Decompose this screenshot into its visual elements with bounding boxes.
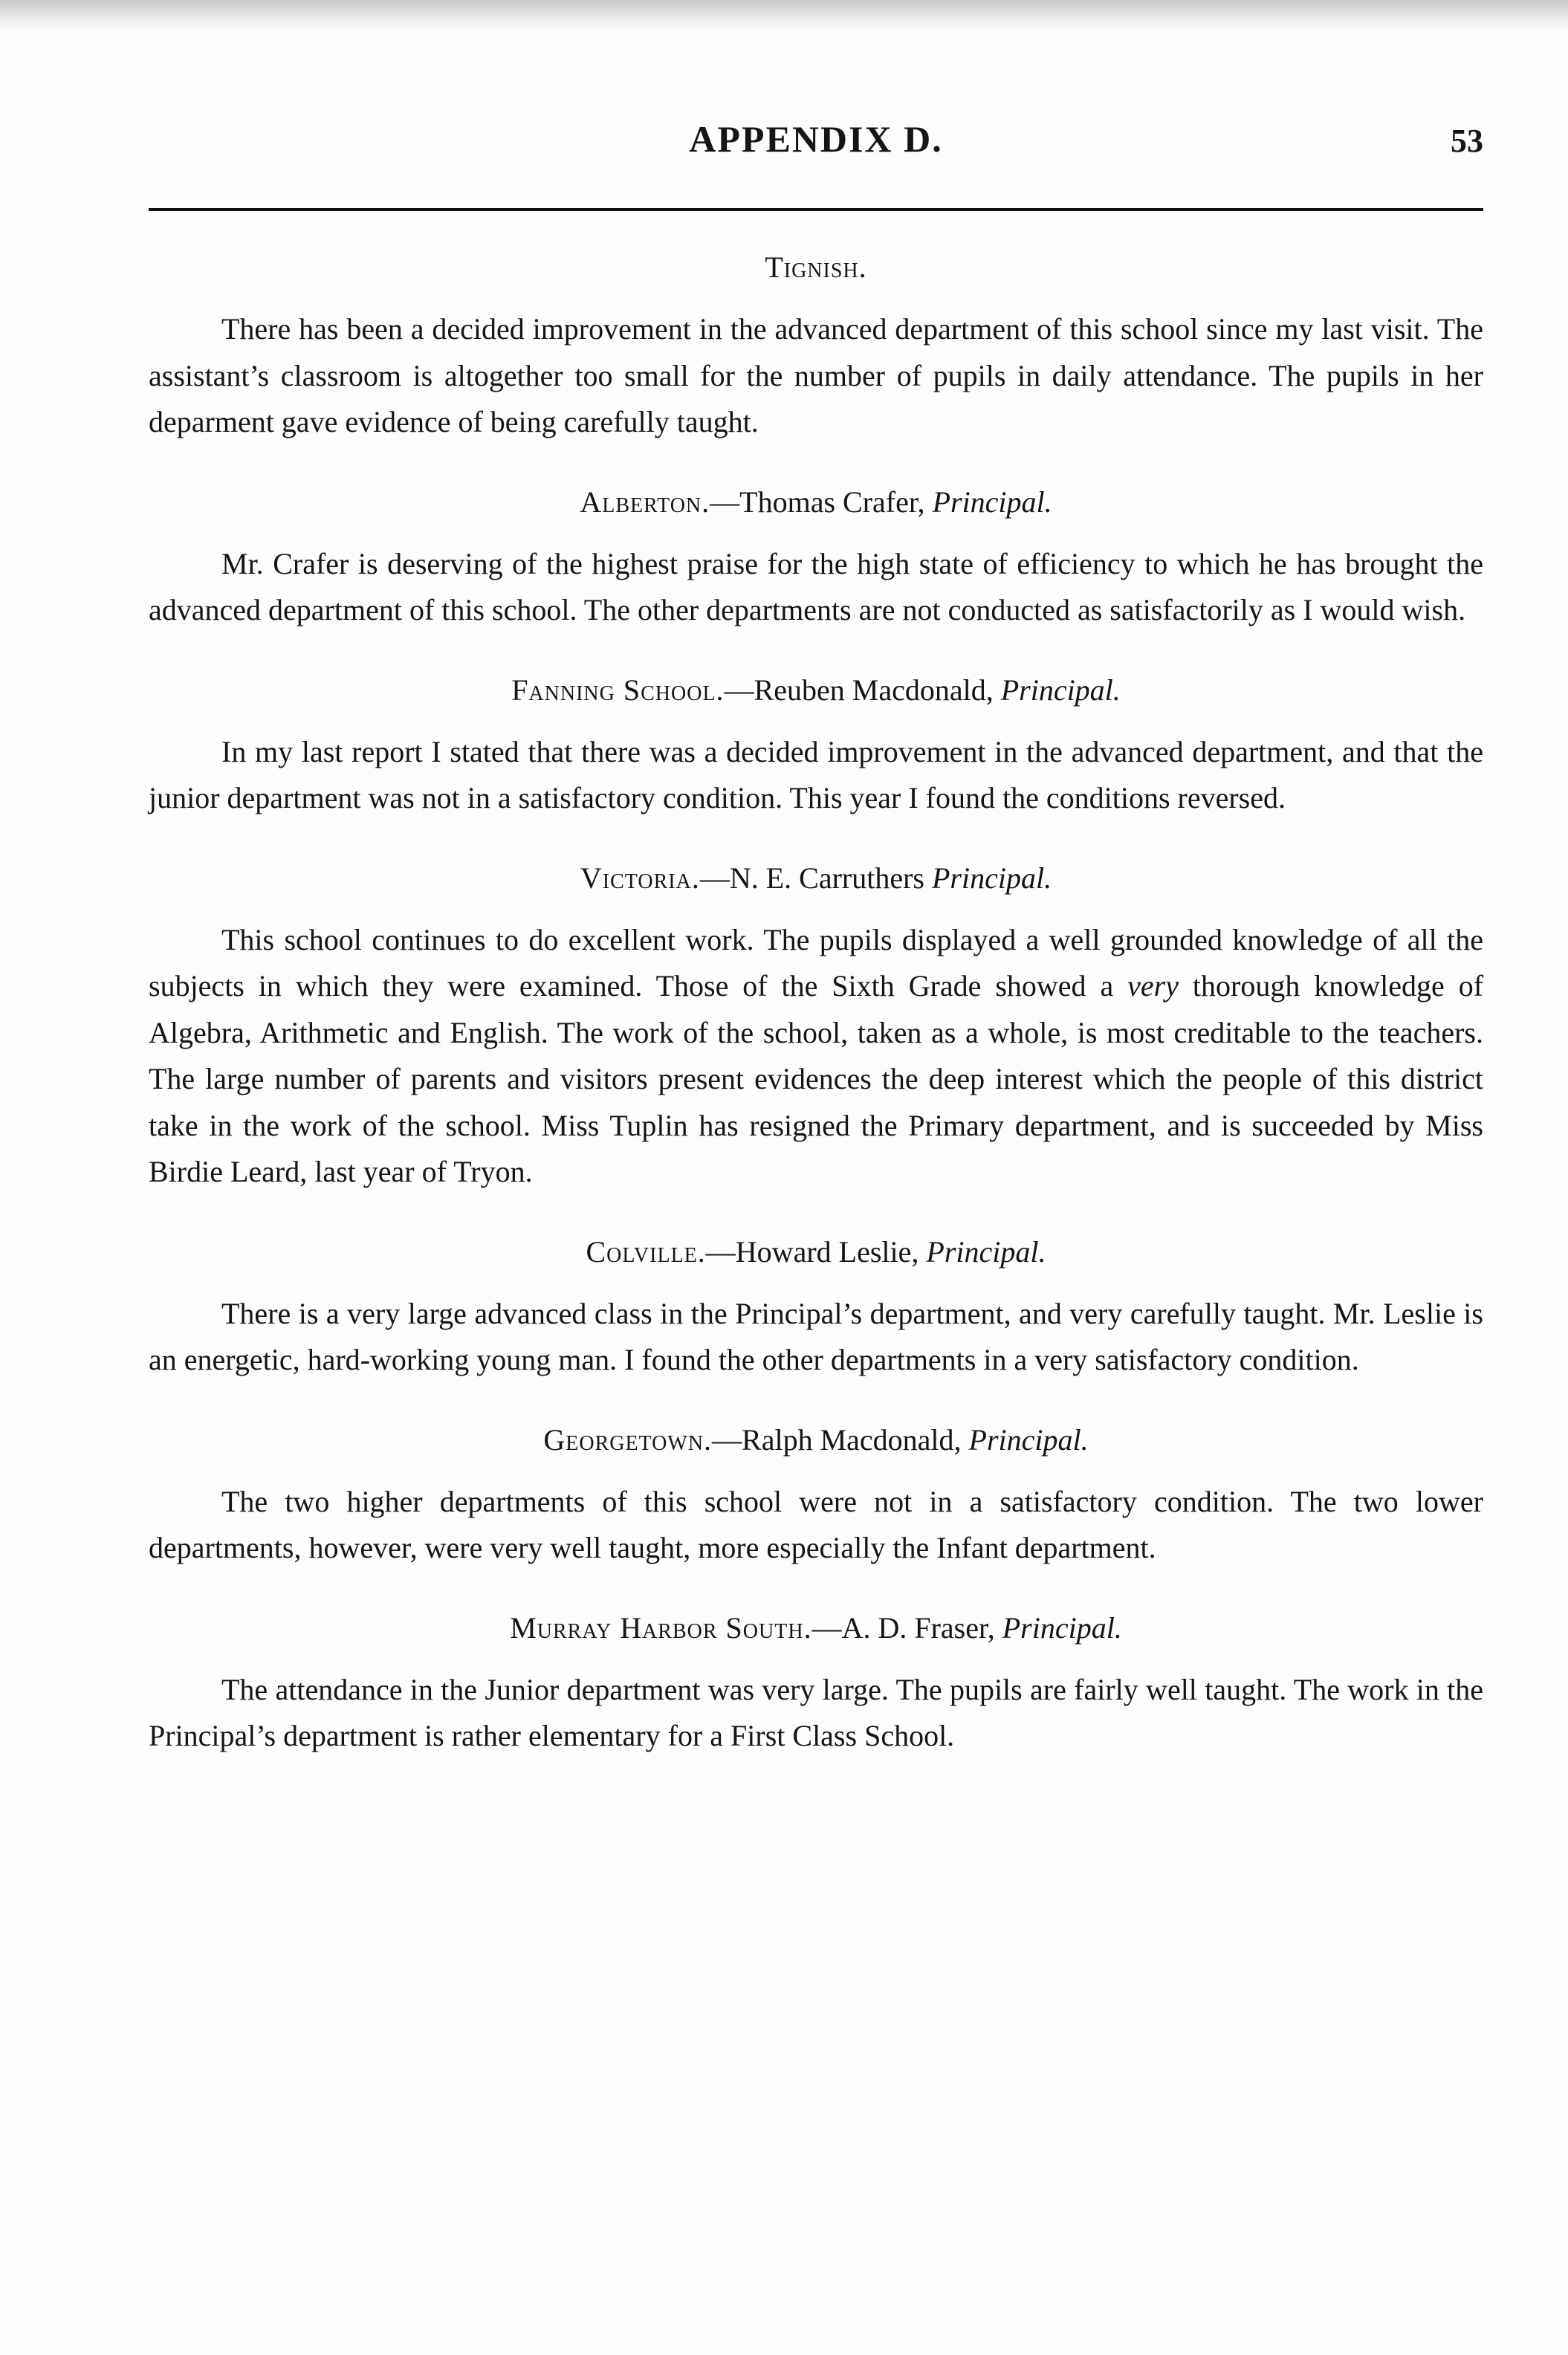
school-name: Colville.	[586, 1234, 706, 1269]
page-number: 53	[1451, 123, 1483, 159]
paragraph-text: thorough knowledge of Algebra, Arithmetic and English. The work of the school, taken as a whole, is most creditable to the teachers. The large number of parents and visitors present evidences the deep interest which the people of this district take in the work of the school. Miss Tuplin has resigned the Primary department, and is succeeded by Miss Birdie Leard, last year of Tryon.	[149, 969, 1484, 1188]
principal-name: —Reuben Macdonald,	[724, 673, 1001, 707]
principal-title: Principal.	[1000, 673, 1121, 707]
section-heading	[149, 1606, 1483, 1651]
school-name: Alberton.	[580, 485, 710, 519]
paragraph-text: There has been a decided improvement in the advanced department of this school since my last visit. The assistant’s classroom is altogether too small for the number of pupils in daily attendance. The pupils in her deparment gave evidence of being carefully taught.	[149, 312, 1483, 438]
school-name: Murray Harbor South.	[510, 1610, 812, 1645]
section-paragraph	[149, 1291, 1483, 1384]
principal-title: Principal.	[1002, 1610, 1122, 1645]
section-paragraph	[149, 306, 1483, 446]
principal-name: —Thomas Crafer,	[710, 485, 933, 519]
header-rule	[149, 208, 1483, 211]
scan-edge-shading	[0, 0, 1568, 30]
section-heading	[149, 1418, 1483, 1462]
principal-title: Principal.	[926, 1234, 1046, 1269]
paragraph-text: There is a very large advanced class in the Principal’s department, and very carefully taught. Mr. Leslie is an energetic, hard-working young man. I found the other departments in a very satisfactory condition.	[149, 1296, 1483, 1376]
page-header	[149, 111, 1483, 171]
section-heading	[149, 856, 1483, 901]
school-name: Victoria.	[580, 861, 700, 895]
paragraph-text: The attendance in the Junior department was very large. The pupils are fairly well taught. The work in the Principal’s department is rather elementary for a First Class School.	[149, 1672, 1483, 1752]
section-paragraph	[149, 917, 1483, 1196]
principal-title: Principal.	[932, 485, 1052, 519]
paragraph-text: The two higher departments of this school were not in a satisfactory condition. The two lower departments, however, were very well taught, more especially the Infant department.	[149, 1484, 1483, 1564]
principal-name: —Ralph Macdonald,	[712, 1422, 969, 1457]
section-paragraph	[149, 541, 1483, 634]
school-name: Fanning School.	[511, 673, 725, 707]
school-name: Tignish.	[765, 250, 867, 284]
section-heading	[149, 480, 1483, 525]
paragraph-text: In my last report I stated that there was a decided improvement in the advanced department, and that the junior department was not in a satisfactory condition. This year I found the conditions reversed.	[149, 734, 1483, 814]
report-body	[149, 245, 1483, 1760]
principal-name: —N. E. Carruthers	[699, 861, 932, 895]
running-head: APPENDIX D.	[689, 118, 943, 160]
section-heading	[149, 245, 1483, 290]
principal-name: —A. D. Fraser,	[811, 1610, 1002, 1645]
section-paragraph	[149, 729, 1483, 822]
section-heading	[149, 1230, 1483, 1274]
principal-title: Principal.	[932, 861, 1052, 895]
section-paragraph	[149, 1479, 1483, 1572]
school-name: Georgetown.	[543, 1422, 713, 1457]
paragraph-text: This school continues to do excellent work. The pupils displayed a well grounded knowledge of all the subjects in which they were examined. Those of the Sixth Grade showed a	[149, 922, 1483, 1002]
section-paragraph	[149, 1667, 1483, 1760]
emphasized-text: very	[1127, 969, 1179, 1002]
paragraph-text: Mr. Crafer is deserving of the highest praise for the high state of efficiency to which he has brought the advanced department of this school. The other departments are not conducted as satisfactorily as I would wish.	[149, 546, 1483, 626]
principal-name: —Howard Leslie,	[705, 1234, 927, 1269]
principal-title: Principal.	[968, 1422, 1089, 1457]
section-heading	[149, 668, 1483, 713]
